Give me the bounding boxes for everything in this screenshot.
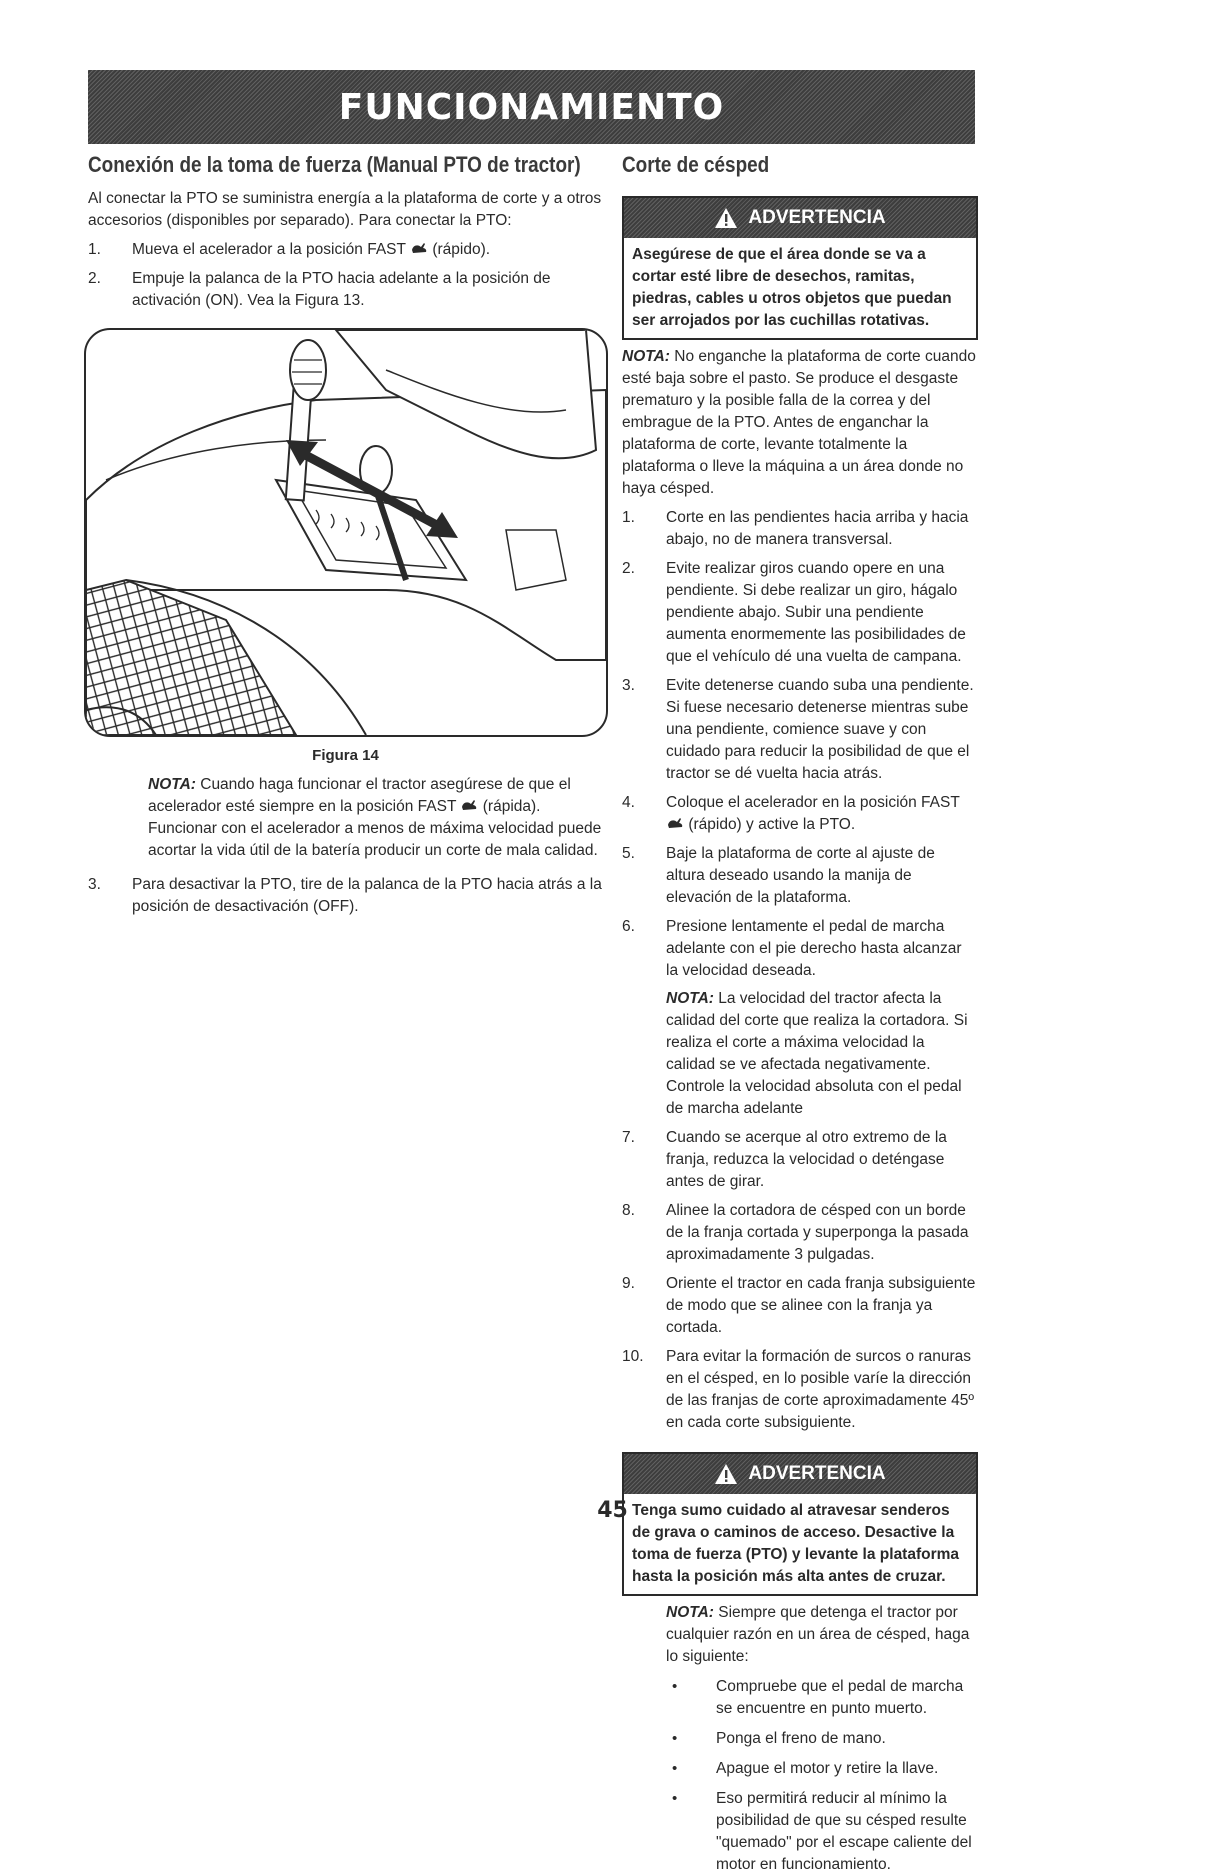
note-text: No enganche la plataforma de corte cuando esté baja sobre el pasto. Se produce el desgaste prematuro y la posible falla de la correa y del embrague de la PTO. Antes de enganchar la plataforma de corte, levante totalmente la plataforma o lleve la máquina a un área donde no haya césped.: [622, 348, 976, 497]
list-item: [622, 1273, 977, 1339]
step-text: Alinee la cortadora de césped con un borde de la franja cortada y superponga la pasada aproximadamente 3 pulgadas.: [666, 1202, 969, 1263]
step-text: Evite detenerse cuando suba una pendiente. Si fuese necesario detenerse mientras sube una pendiente, comience suave y con cuidado para reducir la posibilidad de que el tractor se dé vuelta hacia atrás.: [666, 677, 974, 782]
bullet-icon: •: [672, 1760, 678, 1777]
list-number: 7.: [622, 1129, 635, 1146]
list-item: [622, 1346, 977, 1434]
step-text: Cuando se acerque al otro extremo de la franja, reduzca la velocidad o deténgase antes de girar.: [666, 1129, 947, 1190]
figure-pto-lever: [84, 328, 608, 737]
list-number: 3.: [622, 677, 635, 694]
warning-text: Tenga sumo cuidado al atravesar senderos de grava o caminos de acceso. Desactive la toma de fuerza (PTO) y levante la plataforma hasta la posición más alta antes de cruzar.: [632, 1502, 960, 1585]
bullet-icon: •: [672, 1790, 678, 1807]
step-text: Mueva el acelerador a la posición FAST: [132, 241, 406, 258]
note-label: NOTA:: [666, 1604, 714, 1621]
list-number: 3.: [88, 876, 101, 893]
list-number: 10.: [622, 1348, 644, 1365]
list-item: [622, 507, 977, 551]
step-text: Para evitar la formación de surcos o ranuras en el césped, en lo posible varíe la dirección de las franjas de corte aproximadamente 45º en cada corte subsiguiente.: [666, 1348, 975, 1431]
pto-intro: Al conectar la PTO se suministra energía a la plataforma de corte y a otros accesorios (disponibles por separado). Para conectar la PTO:: [88, 190, 602, 229]
step-text: Evite realizar giros cuando opere en una pendiente. Si debe realizar un giro, hágalo pendiente abajo. Subir una pendiente aumenta enormemente las posibilidades de que el vehículo dé una vuelta de campana.: [666, 560, 966, 665]
bullet-text: Eso permitirá reducir al mínimo la posibilidad de que su césped resulte "quemado" por el escape caliente del motor en funcionamiento.: [716, 1790, 972, 1873]
figure-caption: Figura 14: [312, 747, 379, 764]
note-text: Cuando haga funcionar el tractor asegúrese de que el acelerador esté siempre en la posición FAST: [148, 776, 571, 815]
warning-triangle-icon: [714, 207, 738, 229]
list-number: 6.: [622, 918, 635, 935]
step-text: Corte en las pendientes hacia arriba y hacia abajo, no de manera transversal.: [666, 509, 969, 548]
list-item: [622, 792, 977, 836]
warning-title: ADVERTENCIA: [748, 1463, 886, 1484]
step-text: Baje la plataforma de corte al ajuste de altura deseado usando la manija de elevación de la plataforma.: [666, 845, 935, 906]
list-item: [622, 558, 977, 668]
list-number: 8.: [622, 1202, 635, 1219]
pto-heading: Conexión de la toma de fuerza (Manual PTO de tractor): [88, 152, 581, 177]
note: [622, 346, 977, 500]
list-number: 9.: [622, 1275, 635, 1292]
mowing-heading: Corte de césped: [622, 152, 770, 177]
list-number: 5.: [622, 845, 635, 862]
list-number: 1.: [622, 509, 635, 526]
list-item: [672, 1728, 977, 1750]
bullet-text: Apague el motor y retire la llave.: [716, 1760, 939, 1777]
bullet-text: Compruebe que el pedal de marcha se encuentre en punto muerto.: [716, 1678, 964, 1717]
list-item: [622, 675, 977, 785]
page-number: 45: [597, 1498, 628, 1523]
step-text: (rápido).: [432, 241, 491, 258]
step-text: Oriente el tractor en cada franja subsiguiente de modo que se alinee con la franja ya cortada.: [666, 1275, 976, 1336]
note-label: NOTA:: [666, 990, 714, 1007]
note-label: NOTA:: [148, 776, 196, 793]
list-item: [672, 1788, 977, 1876]
section-title: FUNCIONAMIENTO: [338, 86, 725, 128]
list-item: [672, 1758, 977, 1780]
step-text: Empuje la palanca de la PTO hacia adelante a la posición de activación (ON). Vea la Figura 13.: [132, 270, 551, 309]
list-item: [622, 843, 977, 909]
list-item: [622, 916, 977, 982]
list-number: 4.: [622, 794, 635, 811]
warning-box: [622, 196, 978, 340]
note-label: NOTA:: [622, 348, 670, 365]
step-text: Presione lentamente el pedal de marcha adelante con el pie derecho hasta alcanzar la velocidad deseada.: [666, 918, 962, 979]
rabbit-icon: [666, 816, 684, 830]
list-number: 2.: [622, 560, 635, 577]
list-item: [88, 874, 603, 918]
section-banner: [88, 70, 975, 144]
list-item: [88, 268, 603, 312]
pto-lever-illustration: [86, 330, 606, 735]
left-column: [88, 152, 603, 918]
step-text: Coloque el acelerador en la posición FAST: [666, 794, 960, 811]
note-text: Siempre que detenga el tractor por cualquier razón en un área de césped, haga lo siguiente:: [666, 1604, 970, 1665]
warning-box: [622, 1452, 978, 1596]
right-column: [622, 152, 977, 1876]
bullet-text: Ponga el freno de mano.: [716, 1730, 886, 1747]
rabbit-icon: [460, 798, 478, 812]
warning-header: [624, 198, 976, 238]
list-item: [88, 239, 603, 261]
note: [148, 774, 603, 862]
list-number: 1.: [88, 241, 101, 258]
bullet-icon: •: [672, 1678, 678, 1695]
step-text: (rápido) y active la PTO.: [688, 816, 856, 833]
warning-triangle-icon: [714, 1463, 738, 1485]
note-text: La velocidad del tractor afecta la calidad del corte que realiza la cortadora. Si realiza el corte a máxima velocidad la calidad se ve afectada negativamente. Controle la velocidad absoluta con el pedal de marcha adelante: [666, 990, 968, 1117]
list-item: [672, 1676, 977, 1720]
warning-title: ADVERTENCIA: [748, 207, 886, 228]
warning-header: [624, 1454, 976, 1494]
note: [666, 1602, 977, 1668]
list-item: [622, 1127, 977, 1193]
list-item: [622, 1200, 977, 1266]
list-number: 2.: [88, 270, 101, 287]
rabbit-icon: [410, 241, 428, 255]
warning-text: Asegúrese de que el área donde se va a cortar esté libre de desechos, ramitas, piedras, cables u otros objetos que puedan ser arrojados por las cuchillas rotativas.: [632, 246, 952, 329]
bullet-icon: •: [672, 1730, 678, 1747]
note: [666, 988, 977, 1120]
step-text: Para desactivar la PTO, tire de la palanca de la PTO hacia atrás a la posición de desactivación (OFF).: [132, 876, 602, 915]
note-text: (rápida). Funcionar con el acelerador a menos de máxima velocidad puede acortar la vida útil de la batería producir un corte de mala calidad.: [148, 798, 602, 859]
